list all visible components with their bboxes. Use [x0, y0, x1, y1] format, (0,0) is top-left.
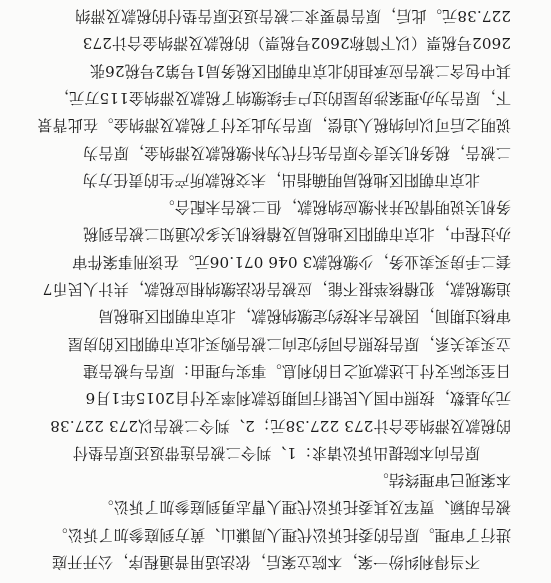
text-line: 审核过期间，因被告未按约定缴纳税款，北京市朝阳区地税局 — [98, 307, 511, 326]
text-line: 元为基数，按照中国人民银行同期贷款利率支付自2015年1月6 — [85, 389, 511, 408]
text-line: 下，原告为办理案涉房屋的过户手续缴纳了税款及滞纳金115万元， — [53, 88, 511, 107]
text-line: 227.38元。此后，原告曾要求二被告返还原告垫付的税款及滞纳 — [75, 7, 511, 26]
text-line: 追缴税款，犯稽核举报不能，应被告依法缴纳相应税款，共计人民币7 — [42, 280, 511, 299]
text-line: 进行了审理。原告的委托诉讼代理人周谦山、黄方到庭参加了诉讼。 — [52, 525, 511, 544]
text-line: 二被告，税务机关责令原告先行代为补缴税款及滞纳金，原告为 — [82, 143, 511, 162]
text-line: 被告胡颖、贾军及其委托诉讼代理人曹志勇到庭参加了诉讼。 — [98, 498, 511, 517]
text-line: 套二手房买卖业务，少缴税款3 046 071.06元。在该刑事案件审 — [72, 252, 511, 271]
text-line: 原告向本院提出诉讼请求：1、判令二被告连带返还原告垫付 — [72, 443, 480, 462]
text-line: 2602号税票（以下简称2602号税票）的税款及滞纳金合计273 — [82, 34, 511, 53]
document-body — [19, 0, 511, 575]
text-line: 北京市朝阳区地税局明确指出，未交税款所产生的责任方为 — [82, 170, 480, 189]
text-line: 办过程中，北京市朝阳区地税局及稽核机关多次通知二被告到税 — [82, 225, 511, 244]
text-line: 日至实际支付上述款项之日的利息。事实与理由：原告与被告建 — [82, 361, 511, 380]
text-line: 立买卖关系，原告按照合同约定向二被告购买北京市朝阳区的房屋 — [67, 334, 511, 353]
text-line: 说明之后可以向纳税人追偿，原告为此支付了税款及滞纳金。在此背景 — [37, 116, 511, 135]
text-line: 的税款及滞纳金合计273 227.38元；2、判令二被告以273 227.38 — [50, 416, 511, 435]
text-line: 务机关说明情况并补缴应纳税款，但二被告未配合。 — [159, 198, 511, 217]
text-line: 本案现已审理终结。 — [373, 471, 511, 490]
text-line: 其中包含二被告应承担的北京市朝阳区税务局1号第2号税26张 — [89, 61, 511, 80]
text-line: 不当得利纠纷一案，本院立案后，依法适用普通程序，公开开庭 — [51, 553, 480, 571]
